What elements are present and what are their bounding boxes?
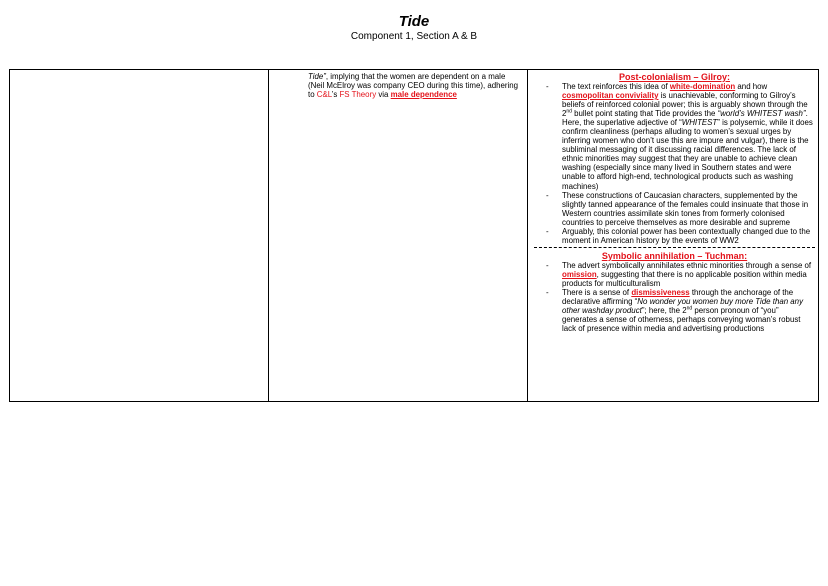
bullet-text: is unachievable, conforming to Gilroy’s beliefs of reinforced colonial power; this is arguably shown through the 2 <box>562 91 808 119</box>
bullet-dash: - <box>546 190 549 200</box>
superscript: nd <box>566 108 572 115</box>
bullet-text: . Here, the superlative adjective of “ <box>562 109 808 128</box>
bullet-dash: - <box>546 226 549 236</box>
bullet-text: The advert symbolically annihilates ethnic minorities through a sense of <box>562 260 812 270</box>
list-item <box>534 82 815 191</box>
section-heading-postcolonialism: Post-colonialism – Gilroy: <box>618 72 731 82</box>
superscript: nd <box>686 305 693 312</box>
middle-text: , implying that the women are dependent on a male (Neil McElroy was company CEO during this time), adhering to <box>308 72 519 100</box>
section-heading-symbolic-annihilation: Symbolic annihilation – Tuchman: <box>601 250 748 261</box>
document-subtitle: Component 1, Section A & B <box>350 31 478 42</box>
keyword-omission: omission <box>562 269 597 279</box>
bullet-text: There is a sense of <box>562 287 632 297</box>
bullet-text: These constructions of Caucasian characters, supplemented by the slightly tanned appearance of the females could insinuate that those in Western countries assimilate skin tones from formerly colonised countries to perceive themselves as more desirable and supreme <box>562 190 809 227</box>
dashed-divider <box>534 247 815 248</box>
list-item <box>534 227 815 245</box>
list-item <box>534 261 815 288</box>
bullet-text: bullet point stating that Tide provides the <box>571 109 718 119</box>
bullet-text: ”; here, the 2 <box>641 306 687 316</box>
bullet-text: through the anchorage of the declarative affirming “ <box>562 287 794 307</box>
table-row <box>10 70 819 402</box>
table-cell-middle <box>269 70 528 402</box>
bullet-text: ” is polysemic, while it does confirm cleanliness (perhaps alluding to women’s sexual urges by inferring women who don’t use this are impure and vulgar), there is the subliminal messaging of it discussing racial differences. The lack of ethnic minorities may suggest that they are unable to achieve clean washing (especially since many lived in Southern states and were unable to afford high-end, technological products such as washing machines) <box>562 118 813 191</box>
bullet-text: person pronoun of “you” generates a sense of otherness, perhaps conveying woman’s robust lack of presence within media and advertising productions <box>562 306 801 334</box>
bullet-dash: - <box>546 287 549 297</box>
middle-keyword-cl: C&L <box>316 90 332 100</box>
postcolonial-bullet-list <box>534 82 815 245</box>
quote-italic: No wonder you women buy more Tide than any other washday product <box>562 297 804 316</box>
middle-text: ’s <box>331 90 340 100</box>
middle-keyword-male-dependence: male dependence <box>390 90 457 100</box>
bullet-dash: - <box>546 82 549 91</box>
bullet-dash: - <box>546 260 549 270</box>
table-cell-analysis <box>528 70 819 402</box>
middle-text-italic: Tide” <box>308 72 326 81</box>
middle-paragraph <box>269 70 527 99</box>
middle-text: via <box>376 90 391 100</box>
list-item <box>534 288 815 333</box>
list-item <box>534 191 815 227</box>
bullet-text: The text reinforces this idea of <box>562 82 670 91</box>
bullet-text: and how <box>735 82 768 91</box>
keyword-dismissiveness: dismissiveness <box>631 287 690 297</box>
middle-keyword-fs-theory: FS Theory <box>339 90 377 100</box>
quote-italic: “world’s WHITEST wash” <box>717 109 806 119</box>
keyword-white-domination: white-domination <box>669 82 736 91</box>
analysis-table <box>9 69 819 402</box>
symbolic-bullet-list <box>534 261 815 333</box>
bullet-text: , suggesting that there is no applicable position within media products for multiculturalism <box>562 269 807 288</box>
document-title: Tide <box>398 13 430 30</box>
keyword-cosmopolitan-conviviality: cosmopolitan conviviality <box>562 91 659 101</box>
quote-italic: WHITEST <box>681 118 718 128</box>
table-cell-empty <box>10 70 269 402</box>
bullet-text: Arguably, this colonial power has been contextually changed due to the moment in American history by the events of WW2 <box>562 226 811 245</box>
